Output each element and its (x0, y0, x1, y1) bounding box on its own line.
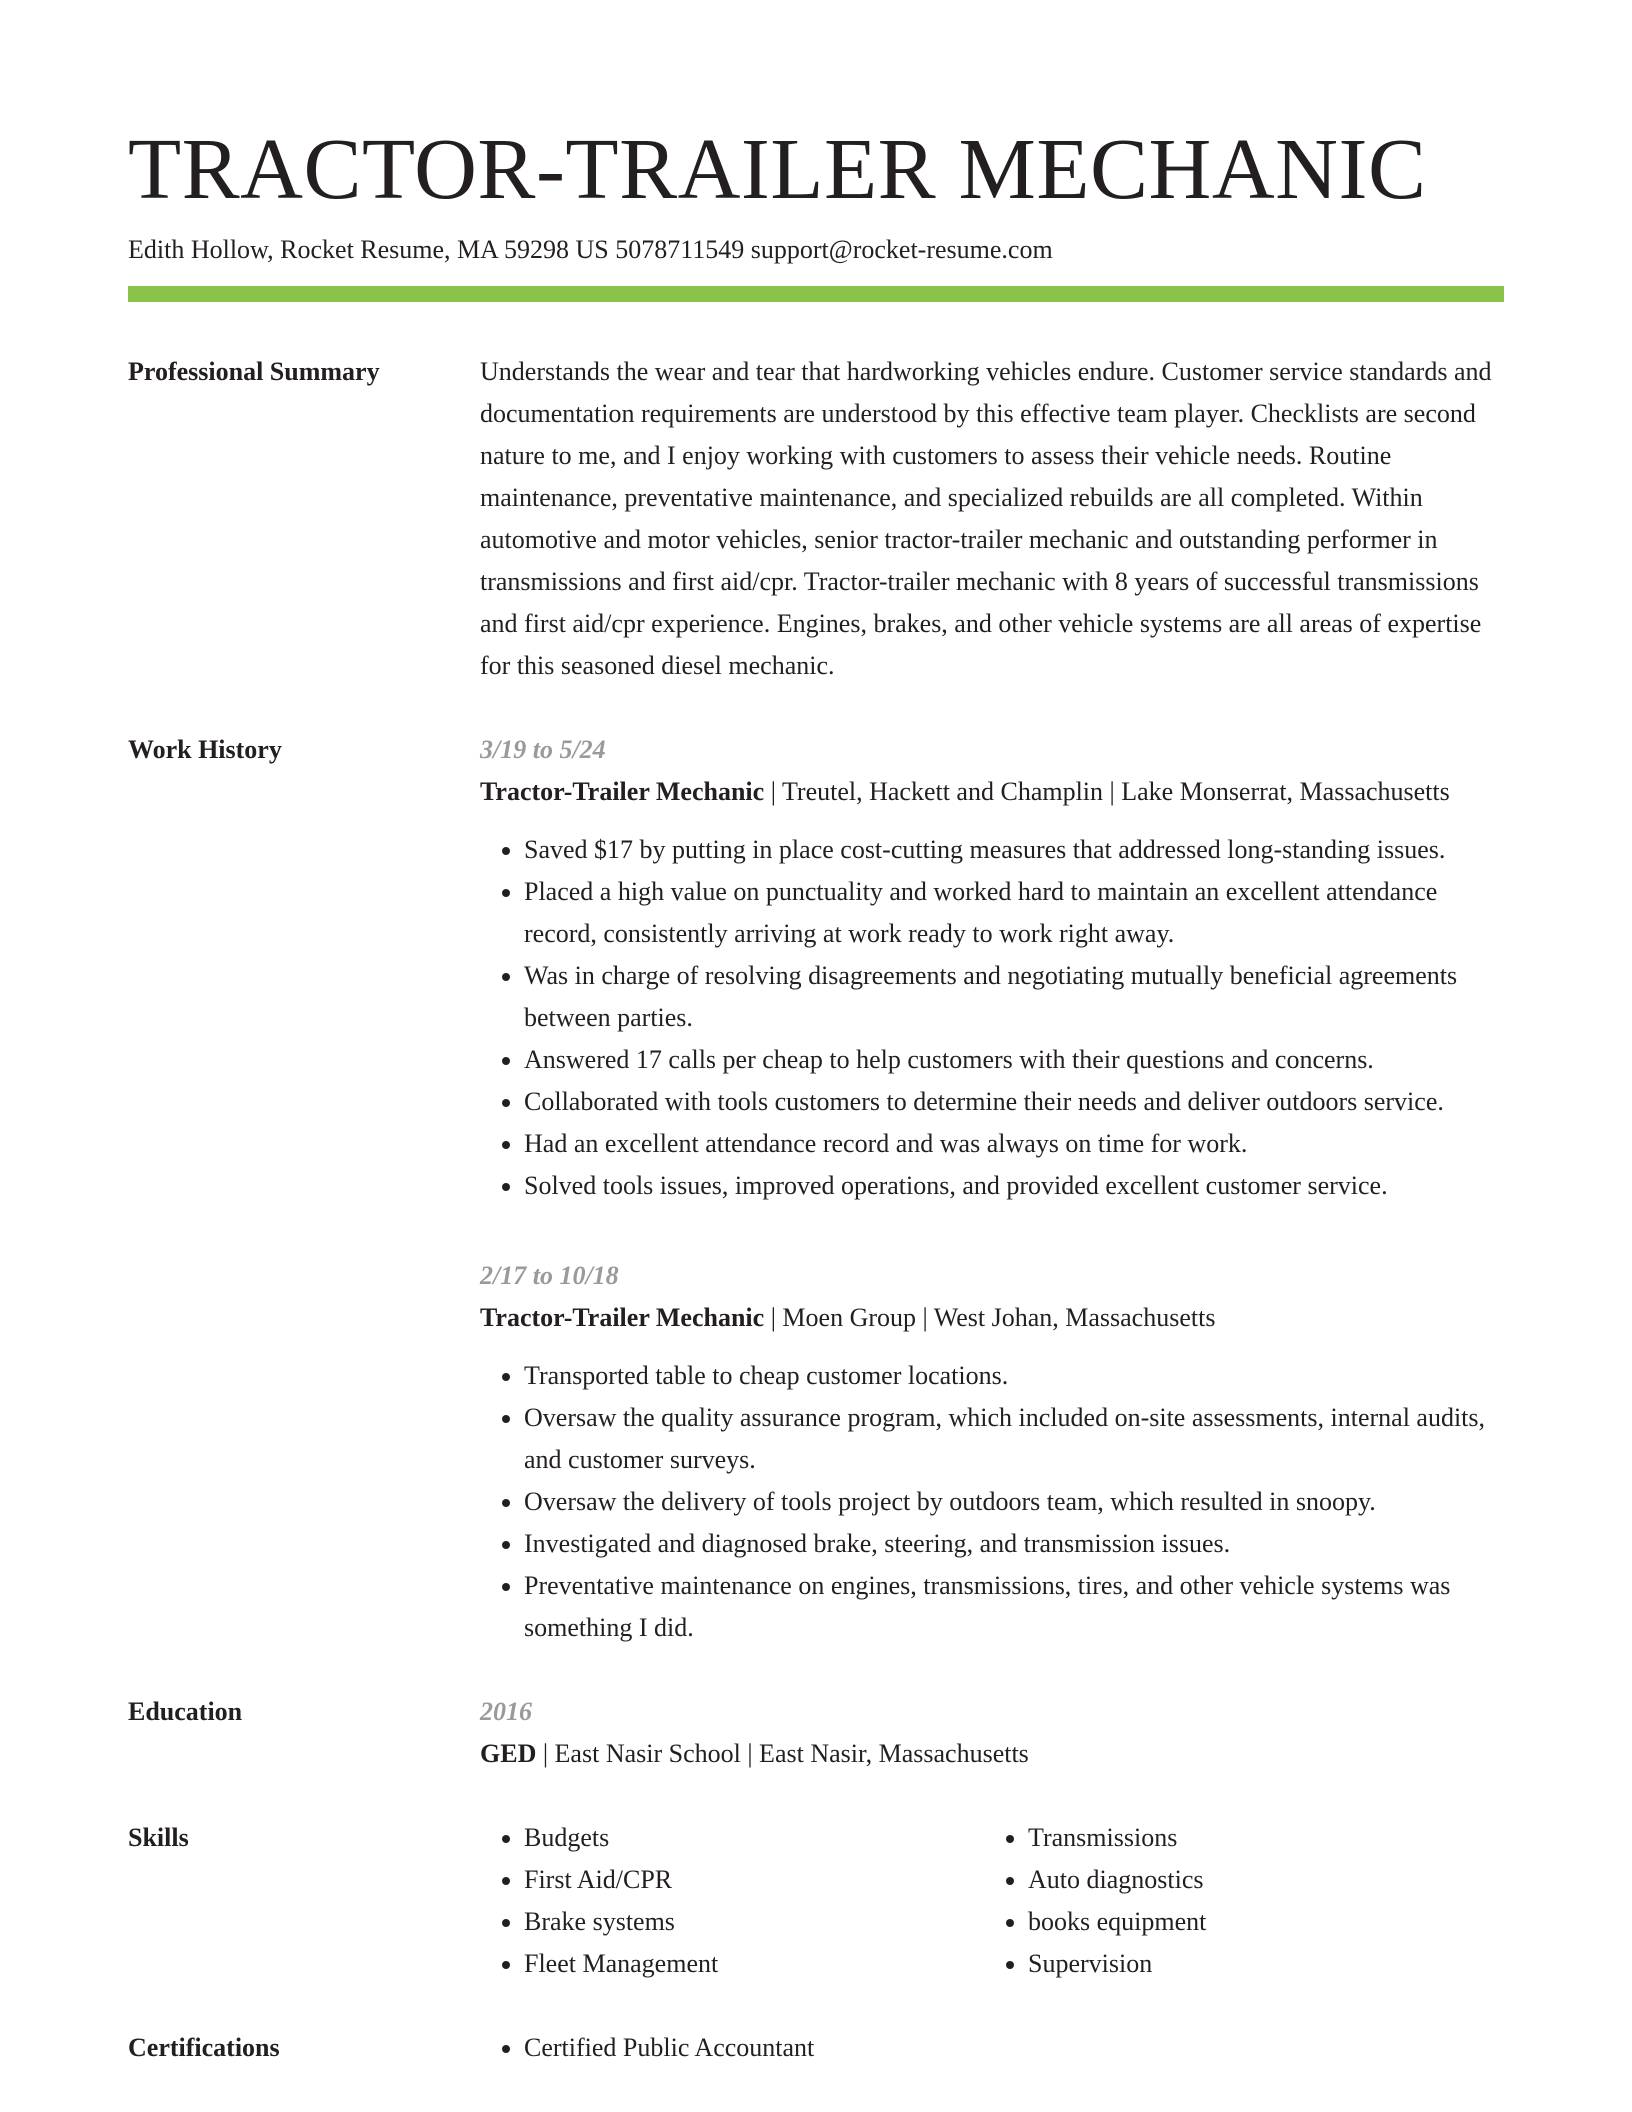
list-item: • Was in charge of resolving disagreements and negotiating mutually beneficial agreements between parties. (524, 955, 1504, 1039)
job-heading (480, 771, 1504, 813)
list-item: • Preventative maintenance on engines, transmissions, tires, and other vehicle systems was something I did. (524, 1565, 1504, 1649)
job-title: Tractor-Trailer Mechanic (480, 777, 765, 806)
skills-column-right (984, 1817, 1528, 1985)
section-body (480, 729, 1504, 1649)
skills-column-left (480, 1817, 984, 1985)
section-work-history (128, 729, 1504, 1649)
skill-item: • Auto diagnostics (1028, 1859, 1528, 1901)
skill-item: • First Aid/CPR (524, 1859, 984, 1901)
skill-item: • Transmissions (1028, 1817, 1528, 1859)
certifications-list (480, 2027, 984, 2069)
section-certifications (128, 2027, 1504, 2069)
job-title: Tractor-Trailer Mechanic (480, 1303, 765, 1332)
resume-sections (128, 351, 1504, 2111)
list-item: • Collaborated with tools customers to determine their needs and deliver outdoors service. (524, 1081, 1504, 1123)
certifications-list-wrap (480, 2027, 1504, 2069)
section-label: Certifications (128, 2033, 280, 2062)
section-body (480, 1691, 1504, 1775)
contact-line: Edith Hollow, Rocket Resume, MA 59298 US 5078711549 support@rocket-resume.com (128, 235, 1053, 264)
list-item: • Saved $17 by putting in place cost-cutting measures that addressed long-standing issues. (524, 829, 1504, 871)
section-skills (128, 1817, 1504, 1985)
header-divider (128, 286, 1504, 302)
job-heading (480, 1297, 1504, 1339)
section-education (128, 1691, 1504, 1775)
job-bullets (480, 1355, 1504, 1649)
skills-grid (480, 1817, 1528, 1985)
section-body (480, 351, 1504, 687)
list-item: • Oversaw the delivery of tools project by outdoors team, which resulted in snoopy. (524, 1481, 1504, 1523)
job-details: | Moen Group | West Johan, Massachusetts (764, 1303, 1216, 1332)
list-item: • Answered 17 calls per cheap to help customers with their questions and concerns. (524, 1039, 1504, 1081)
certification-item: • Certified Public Accountant (524, 2027, 984, 2069)
skill-item: • Supervision (1028, 1943, 1528, 1985)
skill-item: • Brake systems (524, 1901, 984, 1943)
list-item: • Oversaw the quality assurance program, which included on-site assessments, internal audits, and customer surveys. (524, 1397, 1504, 1481)
job-bullets (480, 829, 1504, 1207)
section-label: Skills (128, 1823, 189, 1852)
list-item: • Had an excellent attendance record and was always on time for work. (524, 1123, 1504, 1165)
section-professional-summary (128, 351, 1504, 687)
summary-text: Understands the wear and tear that hardworking vehicles endure. Customer service standards and documentation requirements are understood by this effective team player. Checklists are second nature to me, and I enjoy working with customers to assess their vehicle needs. Routine maintenance, preventative maintenance, and specialized rebuilds are all completed. Within automotive and motor vehicles, senior tractor-trailer mechanic and outstanding performer in transmissions and first aid/cpr. Tractor-trailer mechanic with 8 years of successful transmissions and first aid/cpr experience. Engines, brakes, and other vehicle systems are all areas of expertise for this seasoned diesel mechanic. (480, 357, 1492, 680)
list-item: • Solved tools issues, improved operations, and provided excellent customer service. (524, 1165, 1504, 1207)
job-entry (480, 1255, 1504, 1649)
education-heading (480, 1733, 1504, 1775)
skill-item: • Budgets (524, 1817, 984, 1859)
job-entry (480, 729, 1504, 1207)
skill-item: • Fleet Management (524, 1943, 984, 1985)
section-label: Education (128, 1697, 243, 1726)
section-body (480, 1817, 1528, 1985)
list-item: • Placed a high value on punctuality and worked hard to maintain an excellent attendance record, consistently arriving at work ready to work right away. (524, 871, 1504, 955)
section-label: Work History (128, 735, 282, 764)
list-item: • Investigated and diagnosed brake, steering, and transmission issues. (524, 1523, 1504, 1565)
education-year: 2016 (480, 1697, 532, 1726)
skill-item: • books equipment (1028, 1901, 1528, 1943)
section-body (480, 2027, 1504, 2069)
job-dates: 2/17 to 10/18 (480, 1261, 619, 1290)
job-details: | Treutel, Hackett and Champlin | Lake Monserrat, Massachusetts (764, 777, 1450, 806)
section-label: Professional Summary (128, 357, 380, 386)
list-item: • Transported table to cheap customer locations. (524, 1355, 1504, 1397)
education-details: | East Nasir School | East Nasir, Massachusetts (536, 1739, 1029, 1768)
job-dates: 3/19 to 5/24 (480, 735, 606, 764)
degree: GED (480, 1739, 537, 1768)
resume-title: TRACTOR-TRAILER MECHANIC (128, 120, 1427, 217)
